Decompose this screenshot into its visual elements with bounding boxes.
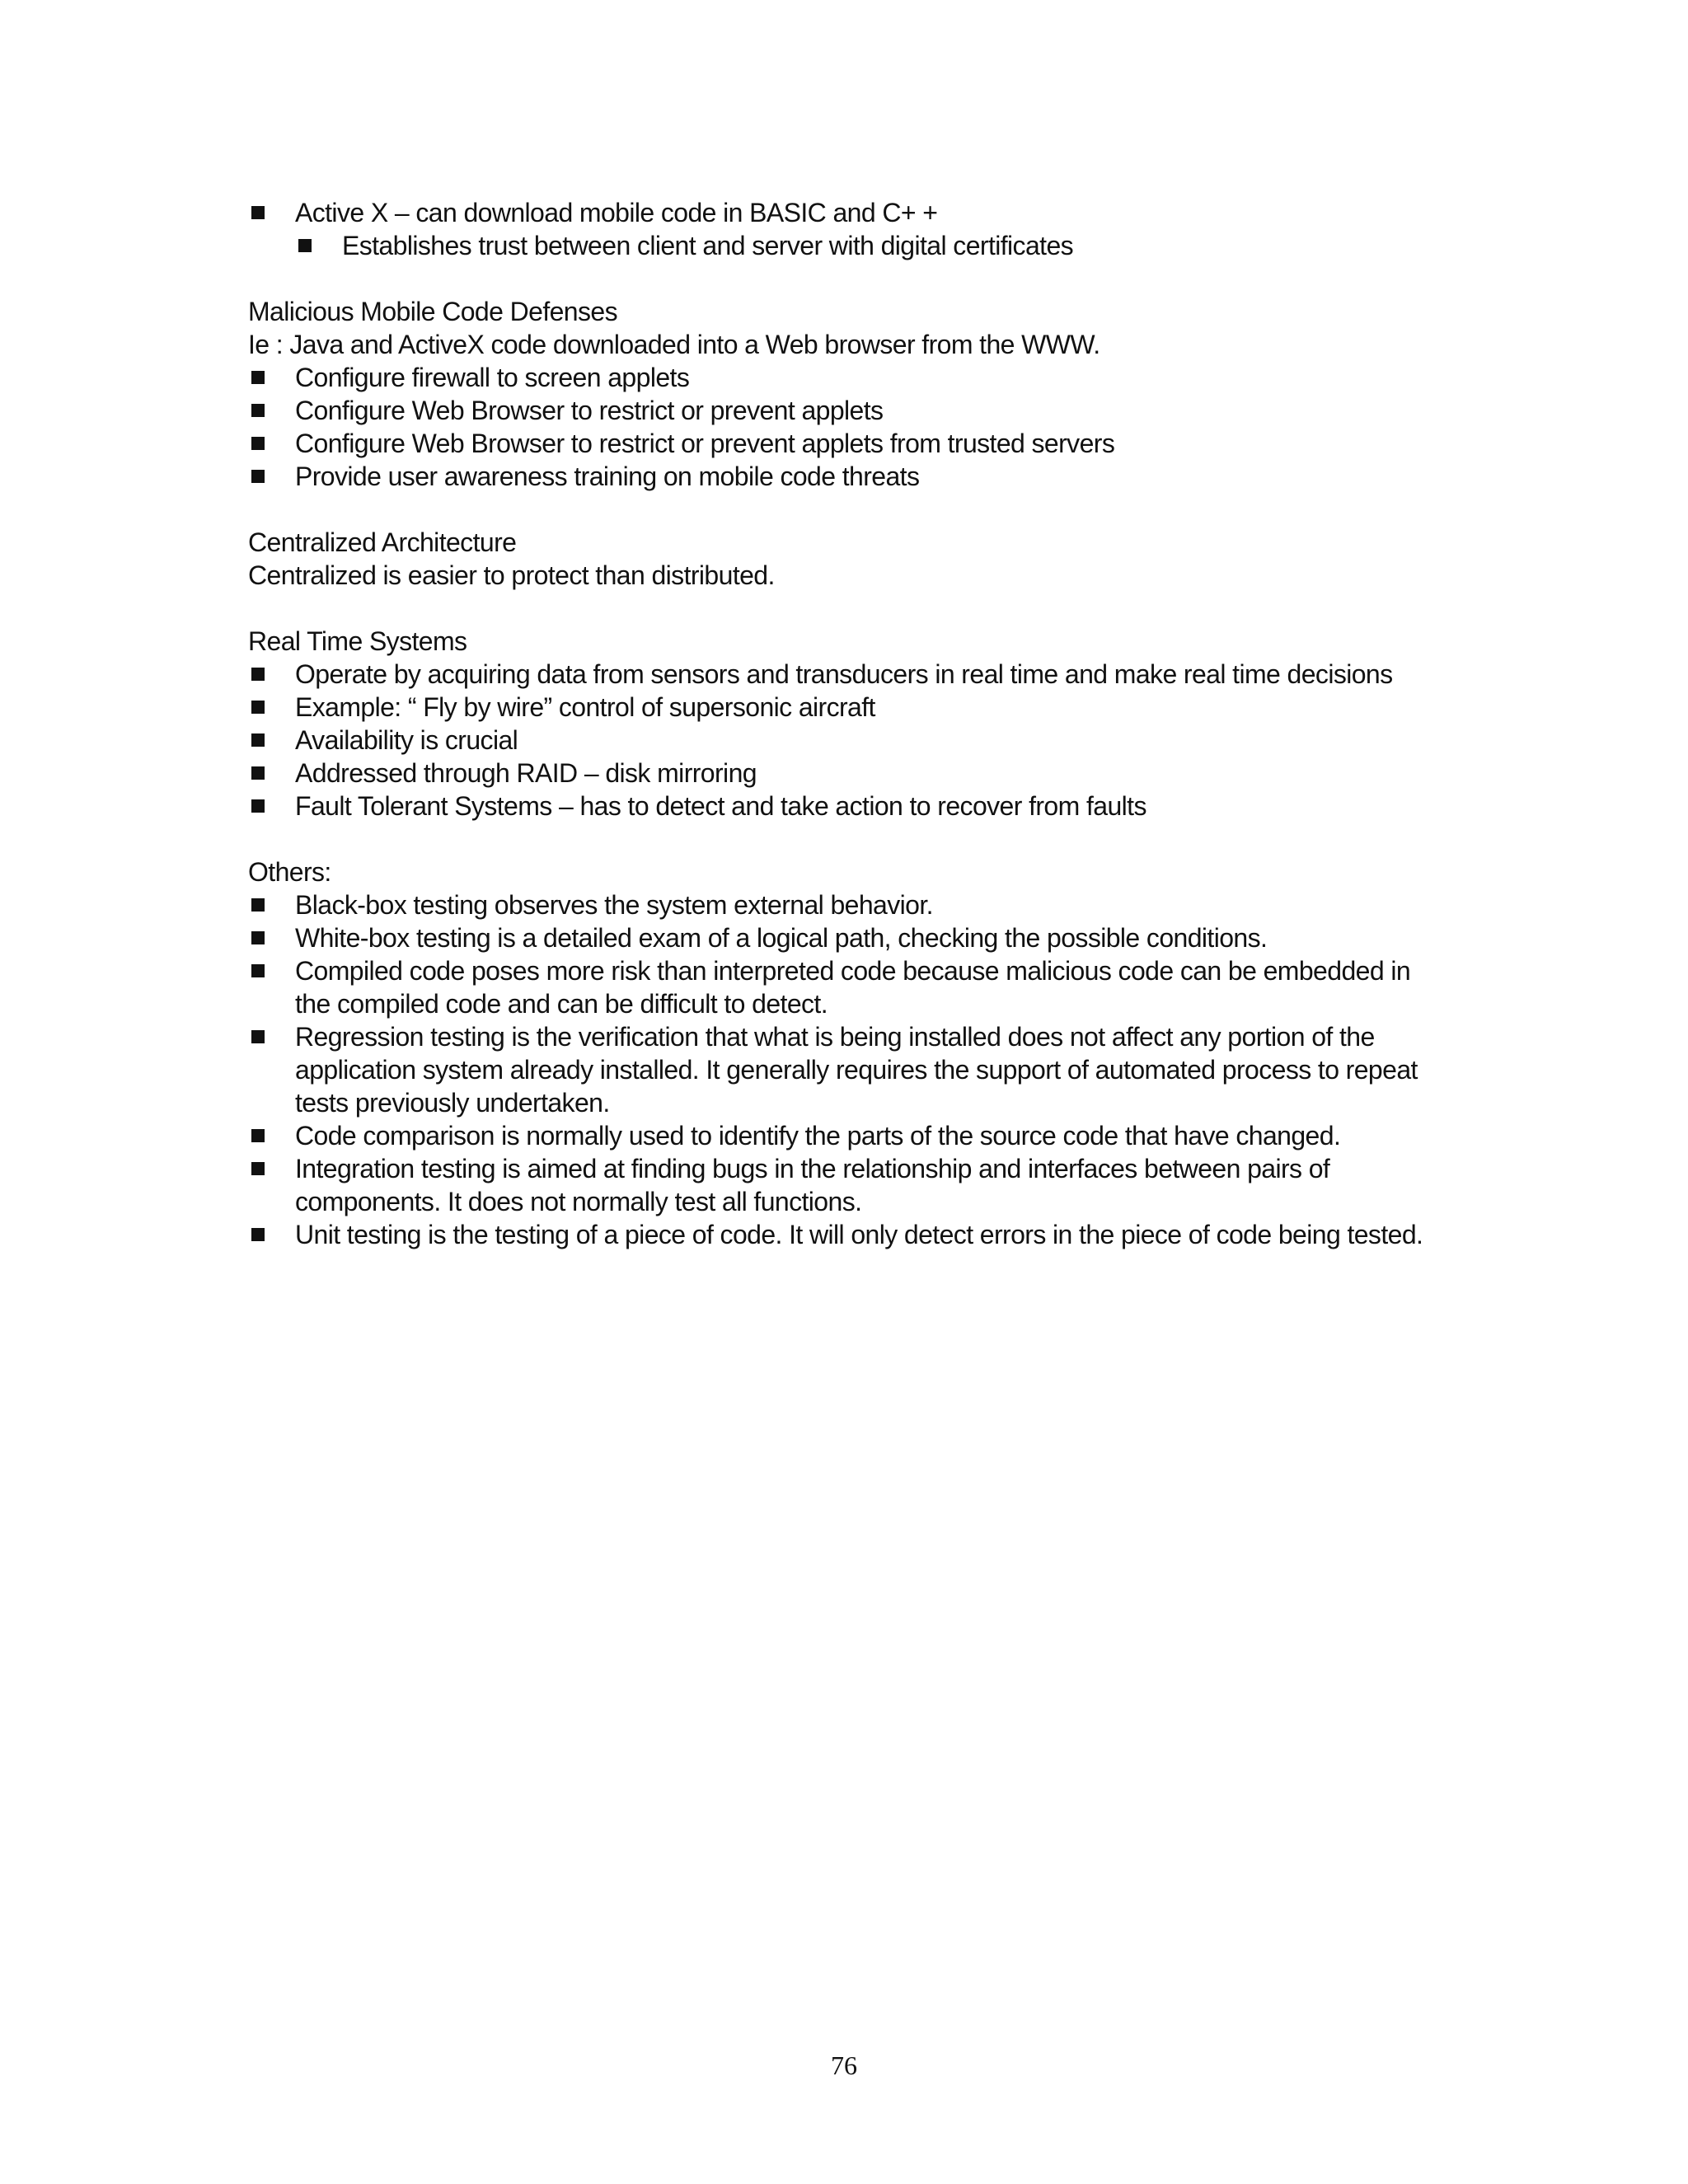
list-item	[248, 954, 1451, 1020]
list-item-text: Integration testing is aimed at finding bugs in the relationship and interfaces between pairs of components. It does not normally test all functions.	[295, 1154, 1330, 1216]
list-item	[248, 196, 1451, 262]
defenses-list	[248, 361, 1451, 493]
list-item-text: Establishes trust between client and server with digital certificates	[342, 231, 1074, 260]
list-item-text: Code comparison is normally used to identify the parts of the source code that have changed.	[295, 1121, 1341, 1151]
list-item	[248, 757, 1451, 790]
list-item-text: Addressed through RAID – disk mirroring	[295, 758, 757, 788]
list-item	[248, 1152, 1451, 1218]
square-bullet-icon	[251, 206, 265, 219]
realtime-section	[248, 625, 1451, 823]
square-bullet-icon	[298, 239, 312, 252]
list-item-text: Black-box testing observes the system external behavior.	[295, 890, 933, 920]
list-item-text: Operate by acquiring data from sensors and transducers in real time and make real time decisions	[295, 659, 1393, 689]
square-bullet-icon	[251, 668, 265, 681]
activex-sub-list	[295, 229, 1451, 262]
list-item	[295, 229, 1451, 262]
list-item	[248, 1020, 1451, 1119]
square-bullet-icon	[251, 404, 265, 417]
list-item	[248, 427, 1451, 460]
section-heading: Malicious Mobile Code Defenses	[248, 297, 618, 326]
list-item-text: Active X – can download mobile code in BASIC and C+ +	[295, 198, 938, 227]
square-bullet-icon	[251, 437, 265, 450]
list-item-text: Configure Web Browser to restrict or prevent applets	[295, 396, 884, 425]
square-bullet-icon	[251, 733, 265, 747]
square-bullet-icon	[251, 1129, 265, 1142]
list-item-text: Example: “ Fly by wire” control of supersonic aircraft	[295, 692, 875, 722]
others-list	[248, 888, 1451, 1251]
square-bullet-icon	[251, 898, 265, 912]
list-item-text: Fault Tolerant Systems – has to detect and take action to recover from faults	[295, 791, 1146, 821]
list-item-text: Regression testing is the verification that what is being installed does not affect any portion of the application system already installed. It generally requires the support of automated process to repeat tests previously undertaken.	[295, 1022, 1418, 1118]
square-bullet-icon	[251, 701, 265, 714]
square-bullet-icon	[251, 799, 265, 813]
list-item	[248, 658, 1451, 691]
list-item	[248, 394, 1451, 427]
activex-list	[248, 196, 1451, 262]
list-item	[248, 1119, 1451, 1152]
realtime-list	[248, 658, 1451, 823]
list-item-text: Provide user awareness training on mobile code threats	[295, 462, 920, 491]
section-heading: Centralized Architecture	[248, 527, 517, 557]
defenses-section	[248, 295, 1451, 493]
list-item	[248, 1218, 1451, 1251]
list-item	[248, 790, 1451, 823]
list-item	[248, 361, 1451, 394]
others-section	[248, 855, 1451, 1251]
square-bullet-icon	[251, 1162, 265, 1175]
square-bullet-icon	[251, 766, 265, 780]
page-number: 76	[831, 2050, 857, 2080]
list-item	[248, 888, 1451, 921]
section-intro: Ie : Java and ActiveX code downloaded into a Web browser from the WWW.	[248, 330, 1100, 359]
list-item-text: Compiled code poses more risk than interpreted code because malicious code can be embedded in the compiled code and can be difficult to detect.	[295, 956, 1411, 1019]
list-item	[248, 460, 1451, 493]
section-heading: Others:	[248, 857, 331, 887]
list-item-text: White-box testing is a detailed exam of a logical path, checking the possible conditions.	[295, 923, 1268, 953]
list-item-text: Configure Web Browser to restrict or prevent applets from trusted servers	[295, 429, 1115, 458]
section-text: Centralized is easier to protect than distributed.	[248, 560, 775, 590]
list-item	[248, 921, 1451, 954]
activex-section	[248, 196, 1451, 262]
list-item-text: Configure firewall to screen applets	[295, 363, 690, 392]
square-bullet-icon	[251, 964, 265, 977]
square-bullet-icon	[251, 1030, 265, 1043]
list-item-text: Unit testing is the testing of a piece of code. It will only detect errors in the piece of code being tested.	[295, 1220, 1423, 1249]
section-heading: Real Time Systems	[248, 626, 467, 656]
square-bullet-icon	[251, 1228, 265, 1241]
list-item-text: Availability is crucial	[295, 725, 518, 755]
square-bullet-icon	[251, 931, 265, 944]
page-content	[248, 196, 1451, 1251]
square-bullet-icon	[251, 371, 265, 384]
centralized-section	[248, 526, 1451, 592]
list-item	[248, 691, 1451, 724]
list-item	[248, 724, 1451, 757]
square-bullet-icon	[251, 470, 265, 483]
